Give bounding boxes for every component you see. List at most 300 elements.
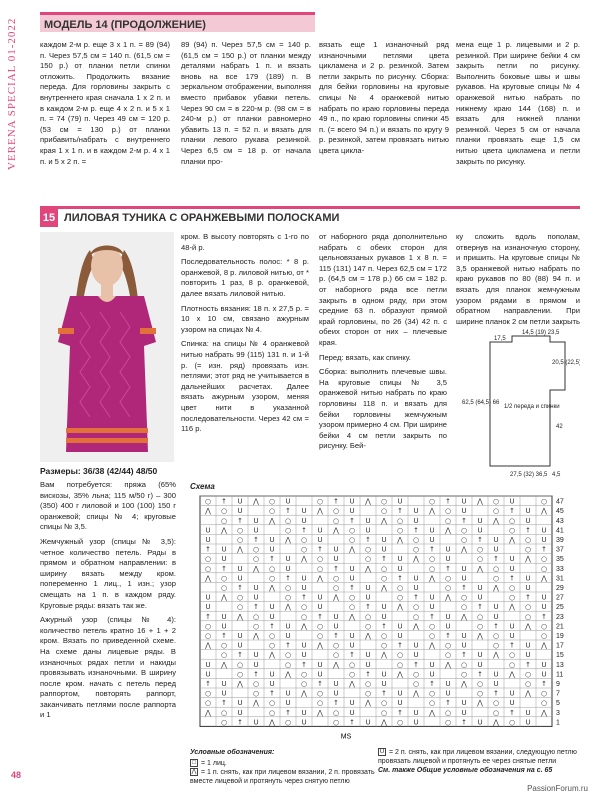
chart-symbol: ⋀ [381,584,387,592]
chart-symbol: ○ [396,584,404,592]
chart-symbol: U [365,526,371,535]
chart-symbol: ↑ [285,641,291,650]
chart-symbol: U [349,708,355,717]
chart-symbol: ⋀ [429,708,435,717]
chart-symbol: ↑ [349,651,355,660]
chart-symbol: ○ [316,689,324,698]
chart-symbol: ⋀ [205,641,211,650]
chart-symbol: ○ [284,584,292,592]
dim-left: 62,5 (64,5) 66 [462,400,500,406]
chart-symbol: ↑ [461,584,467,592]
chart-symbol: U [301,574,307,583]
chart-symbol: ○ [332,516,340,525]
chart-symbol: ⋀ [365,632,371,640]
chart-symbol: U [221,555,227,564]
chart-symbol: ○ [300,680,308,688]
chart-symbol: ○ [380,564,388,573]
chart-symbol: ○ [252,555,260,564]
chart-symbol: ○ [284,526,292,535]
chart-symbol: ○ [348,670,356,679]
paragraph: Жемчужный узор (спицы № 3,5): четное количество петель. Ряды в прямом и обратном направлении: в ширину вязать между кром. попеременно 1 лиц., 1 изн.; узор смещать на 1 п. в каждом ряду. Круговые ряды: вязать так же. [40,536,176,610]
chart-symbol: ○ [364,680,372,688]
row-label: 15 [556,652,564,660]
chart-symbol: ○ [220,584,228,592]
chart-symbol: U [413,584,419,592]
chart-symbol: U [461,699,467,708]
chart-symbol: ○ [492,708,500,717]
row-label: 5 [556,700,560,708]
chart-symbol: U [237,507,243,516]
chart-svg [190,494,580,744]
chart-symbol: U [429,526,435,535]
chart-symbol: ○ [380,699,388,708]
chart-symbol: ○ [476,689,484,698]
chart-symbol: ○ [332,651,340,660]
chart-symbol: U [461,708,467,717]
chart-symbol: ↑ [413,660,419,669]
chart-symbol: U [317,593,323,602]
chart-symbol: ↑ [253,670,259,679]
row-label: 9 [556,681,560,688]
chart-symbol: ○ [332,507,340,516]
row-label: 27 [556,594,564,602]
chart-symbol: ⋀ [381,651,387,660]
chart-symbol: U [317,526,323,535]
chart-symbol: ⋀ [509,536,515,544]
chart-symbol: ↑ [301,660,307,669]
chart-symbol: U [269,670,275,679]
chart-symbol: ↑ [445,632,451,640]
article-title: ЛИЛОВАЯ ТУНИКА С ОРАНЖЕВЫМИ ПОЛОСКАМИ [64,212,340,224]
chart-symbol: ○ [524,545,532,554]
chart-symbol: ○ [460,603,468,612]
chart-symbol: ○ [348,526,356,535]
chart-symbol: ↑ [397,507,403,516]
chart-symbol: ↑ [349,584,355,592]
chart-symbol: ○ [284,660,292,669]
chart-symbol: U [301,516,307,525]
chart-symbol: ⋀ [461,680,467,688]
chart-symbol: ○ [284,718,292,727]
chart-symbol: ○ [380,507,388,516]
chart-symbol: ○ [396,651,404,660]
chart-symbol: ○ [540,497,548,506]
chart-symbol: ○ [492,507,500,516]
chart-symbol: ○ [268,708,276,717]
chart-symbol: U [477,584,483,592]
top-col-1 [40,40,170,200]
chart-symbol: U [205,526,211,535]
chart-symbol: ○ [204,689,212,698]
chart-symbol: U [413,574,419,583]
chart-symbol: ○ [444,516,452,525]
chart-symbol: ○ [252,545,260,554]
chart-symbol: ⋀ [541,507,547,516]
chart-symbol: U [221,689,227,698]
chart-symbol: ⋀ [477,497,483,506]
chart-symbol: ○ [316,564,324,573]
chart-symbol: U [317,603,323,612]
chart-symbol: U [525,641,531,650]
chart-symbol: U [301,641,307,650]
chart-symbol: U [237,699,243,708]
chart-symbol: ↑ [493,622,499,631]
chart-symbol: ○ [236,593,244,602]
chart-symbol: ⋀ [269,651,275,660]
chart-symbol: U [301,718,307,727]
chart-symbol: U [253,718,259,727]
chart-symbol: ↑ [205,680,211,688]
paragraph: Сборка: выполнить плечевые швы. На круговые спицы № 3,5 оранжевой нитью набрать по краю горловины 118 п. и вязать для бейки горловины жемчужным узором примерно 4 см. При ширине бейки 4 см петли закрыть по рисунку. Бей- [319,367,447,451]
chart-symbol: ⋀ [221,660,227,669]
paragraph: Вам потребуется: пряжа (65% вискозы, 35% льна; 115 м/50 г) – 300 (350) 400 г лиловой и 100 (100) 150 г оранжевой; спицы № 4; круговые спицы № 3,5. [40,480,176,532]
chart-symbol: U [413,708,419,717]
chart-symbol: ○ [348,593,356,602]
chart-symbol: ○ [300,603,308,612]
chart-symbol: U [269,680,275,688]
chart-symbol: ○ [508,651,516,660]
chart-symbol: ⋀ [445,526,451,535]
chart-symbol: ○ [380,641,388,650]
chart-symbol: U [445,612,451,621]
chart-symbol: U [317,536,323,544]
legend-col-1 [190,748,375,786]
section-title: МОДЕЛЬ 14 (ПРОДОЛЖЕНИЕ) [44,19,206,31]
chart-symbol: ○ [428,564,436,573]
row-label: 1 [556,719,560,727]
row-label: 21 [556,623,564,631]
chart-symbol: ○ [252,689,260,698]
chart-symbol: U [285,555,291,564]
chart-symbol: ⋀ [253,632,259,640]
legend-title: Условные обозначения: [190,749,275,756]
chart-symbol: ○ [380,574,388,583]
chart-symbol: ↑ [509,507,515,516]
chart-symbol: ○ [220,708,228,717]
chart-symbol: ○ [268,564,276,573]
chart-symbol: ○ [364,555,372,564]
chart-symbol: ⋀ [397,536,403,544]
chart-symbol: ↑ [397,708,403,717]
chart-symbol: ○ [316,699,324,708]
chart-symbol: ○ [380,708,388,717]
chart-symbol: ↑ [381,622,387,631]
chart-symbol: ○ [476,555,484,564]
legend-item: ⋀ = 1 п. снять, как при лицевом вязании, 2 п. провязать вместе лицевой и протянуть через снятую петлю [190,769,375,785]
chart-symbol: U [317,670,323,679]
chart-symbol: ○ [412,603,420,612]
chart-symbol: U [525,718,531,727]
chart-symbol: ○ [540,699,548,708]
chart-symbol: ↑ [237,516,243,525]
chart-symbol: U [349,574,355,583]
chart-symbol: U [365,718,371,727]
chart-symbol: ○ [236,670,244,679]
chart-symbol: ○ [220,507,228,516]
chart-symbol: ○ [492,632,500,640]
chart-symbol: U [205,660,211,669]
page-sidebar [0,0,30,800]
chart-symbol: ○ [460,670,468,679]
chart-symbol: U [509,632,515,640]
chart-symbol: U [381,545,387,554]
dim-bottom: 27,5 (32) 36,5 [510,472,548,478]
chart-symbol: ○ [268,574,276,583]
chart-symbol: ○ [412,670,420,679]
dim-top: 14,5 (19) 23,5 [522,330,560,336]
chart-symbol: ○ [412,545,420,554]
chart-symbol: ⋀ [285,670,291,679]
right-col [456,232,580,328]
chart-symbol: U [445,622,451,631]
chart-symbol: ○ [300,670,308,679]
chart-symbol: ○ [204,632,212,640]
chart-symbol: ○ [268,641,276,650]
chart-symbol: ⋀ [333,593,339,602]
chart-symbol: ↑ [269,689,275,698]
chart-symbol: ↑ [221,564,227,573]
chart-symbol: ⋀ [301,689,307,698]
chart-symbol: ○ [300,612,308,621]
chart-symbol: U [285,564,291,573]
chart-symbol: ○ [492,574,500,583]
chart-symbol: ⋀ [525,555,531,564]
row-label: 45 [556,508,564,516]
chart-symbol: U [445,555,451,564]
chart-symbol: ↑ [285,507,291,516]
chart-symbol: ⋀ [237,680,243,688]
dim-right: 20,5 (22,5) [552,360,580,366]
chart-symbol: U [349,564,355,573]
chart-symbol: U [397,555,403,564]
chart-symbol: ↑ [333,699,339,708]
chart-symbol: ↑ [461,718,467,727]
chart-symbol: U [205,670,211,679]
chart-symbol: ⋀ [269,584,275,592]
chart-symbol: ⋀ [205,507,211,516]
chart-symbol: ○ [348,660,356,669]
chart-symbol: U [461,574,467,583]
chart-symbol: ↑ [333,497,339,506]
chart-symbol: U [461,564,467,573]
chart-symbol: ↑ [397,641,403,650]
chart-symbol: U [269,545,275,554]
magazine-name: VERENA SPECIAL 01-2022 [6,17,18,170]
chart-symbol: U [285,689,291,698]
chart-symbol: U [429,593,435,602]
chart-symbol: U [237,574,243,583]
chart-symbol: ○ [540,555,548,564]
chart-symbol: U [493,680,499,688]
chart-symbol: ○ [428,555,436,564]
chart-symbol: ○ [444,708,452,717]
chart-symbol: ↑ [365,603,371,612]
chart-symbol: ↑ [221,497,227,506]
chart-symbol: ○ [332,718,340,727]
chart-symbol: ↑ [365,670,371,679]
row-label: 41 [556,527,564,535]
chart-symbol: ↑ [509,708,515,717]
chart-symbol: ⋀ [333,526,339,535]
chart-symbol: ○ [428,497,436,506]
chart-symbol: U [237,641,243,650]
row-label: 25 [556,604,564,612]
chart-symbol: ↑ [237,718,243,727]
chart-symbol: ↑ [509,641,515,650]
chart-symbol: U [253,651,259,660]
chart-symbol: ○ [252,622,260,631]
mid-col-1 [181,232,309,476]
chart-symbol: U [221,680,227,688]
knitting-chart [190,494,580,744]
paragraph: 89 (94) п. Через 57,5 см = 140 р. (61,5 см = 150 р.) от планки между деталями набрать 1 п. и вязать вновь на все 179 (189) п. В зеркальном отображении, выполняя вместо прибавок убавки петель. Через 90 см = в 220-м р. (98 см = в 240-м р.) от планки равномерно убавить 13 п. = 52 п. и вязать для планки левого рукава резинкой. Через 6,5 см = 18 р. от начала планки про- [181,40,311,166]
chart-symbol: ⋀ [525,622,531,631]
chart-symbol: U [333,622,339,631]
chart-symbol: ○ [268,699,276,708]
chart-symbol: ○ [204,564,212,573]
chart-symbol: U [365,516,371,525]
row-label: 17 [556,642,564,650]
chart-symbol: U [333,612,339,621]
chart-symbol: ⋀ [253,699,259,708]
chart-symbol: ↑ [333,632,339,640]
chart-symbol: ⋀ [317,708,323,717]
chart-symbol: ↑ [237,651,243,660]
chart-symbol: U [413,651,419,660]
row-label: 13 [556,661,564,669]
paragraph: от наборного ряда дополнительно набрать с обеих сторон для цельновязаных рукавов 1 х 8 п. = 115 (131) 147 п. Через 62,5 см = 172 р. (64,5 см = 178 р.) 66 см = 182 р. от наборного ряда все петли закрыть в одном ряду, при этом средние 63 п. образуют прямой край горловины, по 26 (34) 42 п. с обеих сторон от них – плечевые края. [319,232,447,347]
chart-symbol: ⋀ [349,612,355,621]
chart-symbol: U [253,526,259,535]
chart-symbol: ⋀ [397,670,403,679]
chart-symbol: ○ [428,699,436,708]
chart-symbol: ○ [444,718,452,727]
paragraph: Перед: вязать, как спинку. [319,352,411,362]
chart-symbol: ⋀ [429,641,435,650]
paragraph: Спинка: на спицы № 4 оранжевой нитью набрать 99 (115) 131 п. и 1-й р. (= изн. ряд) провязать изн. петлями; этот ряд не учитывается в дальнейших расчетах. Далее вязать ажурным узором, меняя цвет нити в указанной последовательности. Через 42 см = 116 р. [181,339,309,434]
chart-symbol: ○ [396,516,404,525]
chart-symbol: ○ [540,632,548,640]
chart-symbol: ↑ [541,545,547,554]
chart-symbol: ⋀ [445,660,451,669]
legend-item: U = 2 п. снять, как при лицевом вязании, следующую петлю провязать лицевой и протянуть ее через снятые петли [378,749,577,765]
chart-symbol: ↑ [493,555,499,564]
row-label: 19 [556,633,564,640]
chart-symbol: U [317,660,323,669]
top-col-2 [181,40,311,200]
chart-symbol: ○ [300,545,308,554]
chart-symbol: ○ [220,516,228,525]
chart-symbol: U [541,526,547,535]
chart-symbol: U [381,670,387,679]
chart-symbol: ↑ [445,564,451,573]
chart-symbol: ↑ [477,603,483,612]
model-photo [40,232,174,462]
chart-symbol: ○ [476,680,484,688]
chart-symbol: U [365,651,371,660]
chart-symbol: ⋀ [445,593,451,602]
chart-symbol: ⋀ [285,536,291,544]
chart-symbol: U [301,708,307,717]
chart-symbol: U [477,516,483,525]
chart-symbol: ○ [332,708,340,717]
paragraph: каждом 2-м р. еще 3 х 1 п. = 89 (94) п. Через 57,5 см = 140 п. (61,5 см = 150 р.) от планки петли спинки отложить. Продолжить вязание переда. Для горловины закрыть с внутреннего края сначала 1 х 2 п. и в каждом 2-м р. еще 4 х 2 п. и 5 х 1 п. = 74 (79) п. Через 49 см = 120 р. (53 см = 130 р.) от планки прибавить/набрать с внутреннего края 1 х 1 п. и в каждом 2-м р. 4 х 1 п. и 5 х 2 п. = [40,40,170,166]
arrow-symbol-icon: U [379,749,385,756]
chart-symbol: ○ [540,622,548,631]
chart-symbol: ↑ [285,708,291,717]
chart-symbol: U [333,545,339,554]
chart-symbol: ↑ [541,612,547,621]
paragraph: мена еще 1 р. лицевыми и 2 р. резинкой. При ширине бейки 4 см закрыть петли по рисунку. Выполнить боковые швы и швы рукавов. На круговые спицы № 4 оранжевой нитью набрать по нижнему краю 144 (168) п. и вязать для нижней планки резинкой. Через 5 см от начала планки провязать еще 1,5 см нитью цвета цикламена и петли закрыть по рисунку. [456,40,580,166]
knit-symbol-icon: □ [190,759,198,767]
chart-symbol: U [269,603,275,612]
chart-symbol: ↑ [317,545,323,554]
chart-symbol: U [445,680,451,688]
chart-symbol: U [221,545,227,554]
chart-symbol: ⋀ [301,622,307,631]
chart-symbol: U [333,555,339,564]
chart-symbol: U [525,507,531,516]
chart-symbol: U [525,574,531,583]
diagram-svg [460,328,580,478]
chart-symbol: ○ [444,574,452,583]
chart-symbol: ↑ [525,526,531,535]
chart-symbol: ○ [236,526,244,535]
chart-symbol: ↑ [205,612,211,621]
chart-symbol: ○ [236,536,244,544]
chart-symbol: ⋀ [253,497,259,506]
chart-symbol: U [253,584,259,592]
chart-symbol: ○ [204,699,212,708]
chart-symbol: ○ [396,593,404,602]
chart-symbol: U [525,516,531,525]
chart-symbol: ↑ [349,718,355,727]
chart-symbol: ○ [540,564,548,573]
chart-symbol: ⋀ [477,564,483,573]
chart-title: Схема [190,482,215,491]
chart-symbol: ○ [396,718,404,727]
chart-symbol: U [413,718,419,727]
chart-symbol: U [205,593,211,602]
chart-symbol: U [285,699,291,708]
chart-symbol: U [381,603,387,612]
chart-symbol: U [541,670,547,679]
mid-col-2 [319,232,447,476]
chart-symbol: ↑ [461,516,467,525]
chart-symbol: ○ [268,632,276,640]
chart-symbol: ⋀ [301,555,307,564]
chart-symbol: ○ [412,680,420,688]
chart-symbol: ↑ [509,574,515,583]
chart-symbol: U [205,603,211,612]
chart-symbol: ○ [332,641,340,650]
chart-symbol: ⋀ [317,641,323,650]
chart-symbol: U [541,603,547,612]
chart-symbol: U [525,708,531,717]
chart-symbol: ○ [396,660,404,669]
chart-symbol: ⋀ [541,641,547,650]
chart-symbol: ⋀ [461,545,467,554]
chart-symbol: ○ [476,622,484,631]
dim-inner: 42 [556,424,563,430]
chart-symbol: ⋀ [381,516,387,525]
chart-symbol: U [461,641,467,650]
diagram-label: 1/2 переда и спинки [504,404,560,410]
chart-symbol: ○ [460,660,468,669]
chart-symbol: ○ [444,641,452,650]
paragraph: Плотность вязания: 18 п. х 27,5 р. = 10 х 10 см, связано ажурным узором на спицах № 4. [181,303,309,334]
chart-symbol: ↑ [381,689,387,698]
